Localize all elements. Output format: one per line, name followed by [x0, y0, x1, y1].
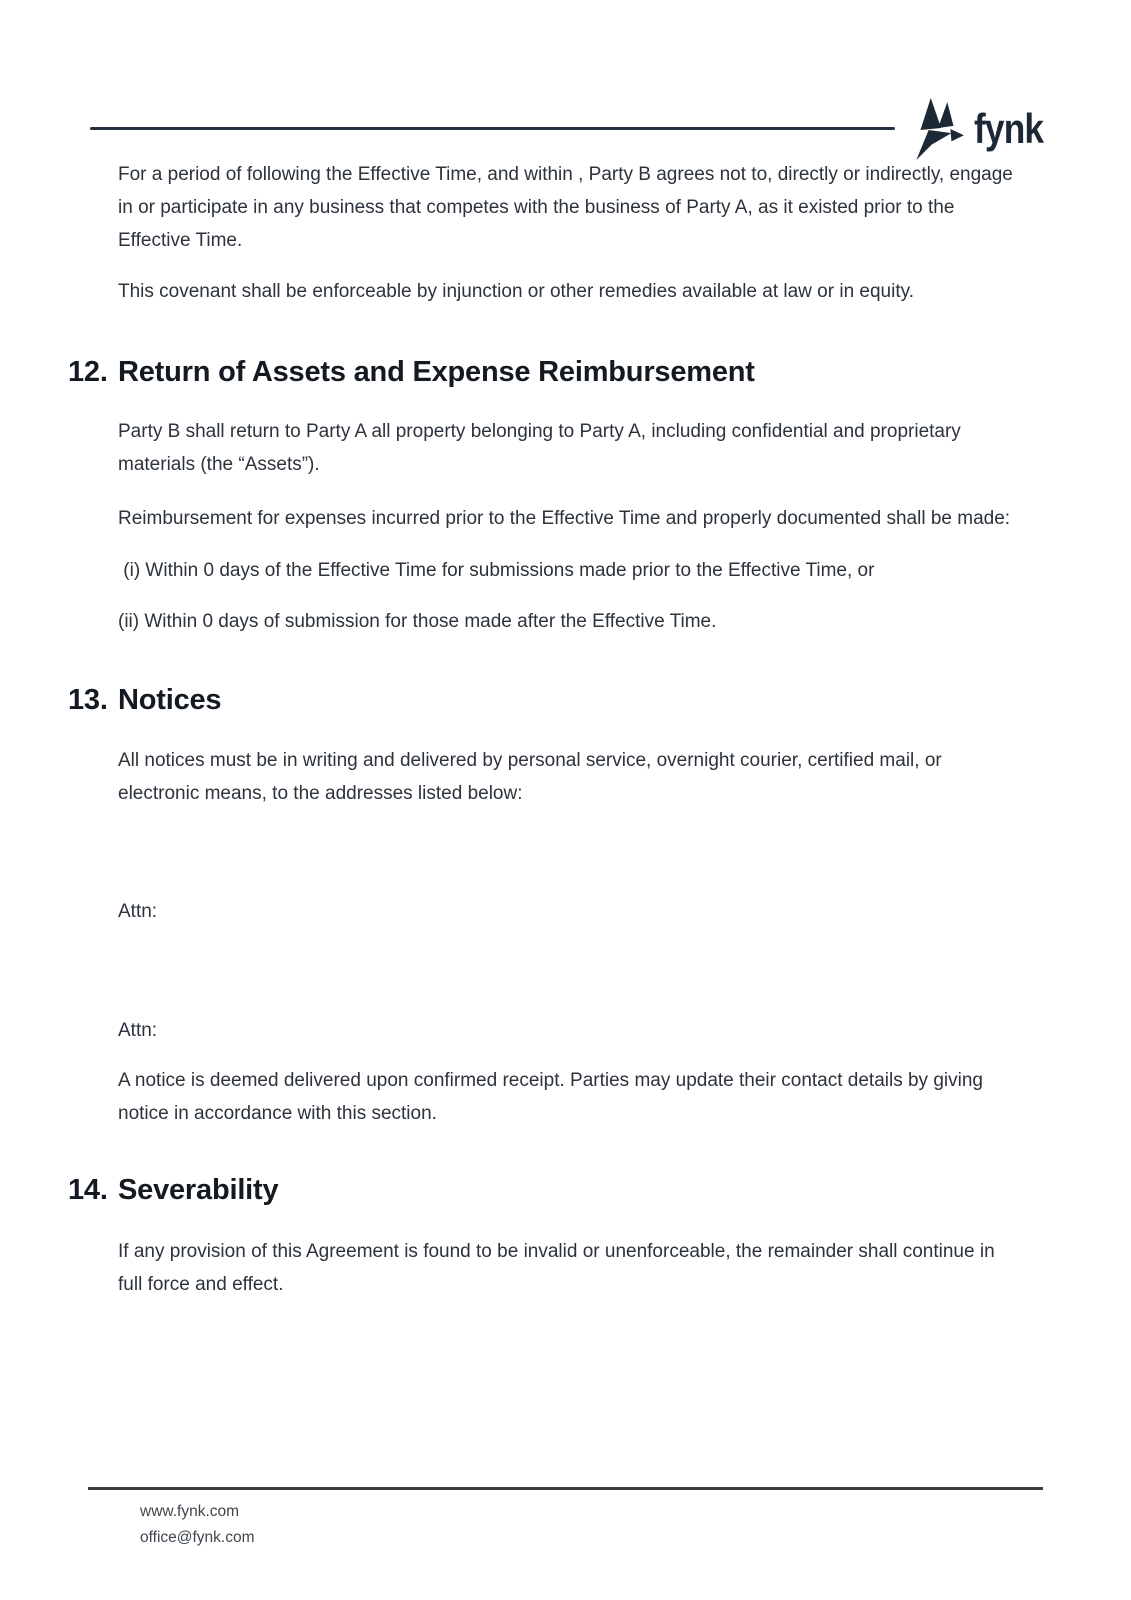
paragraph-covenant: This covenant shall be enforceable by injunction or other remedies available at law or in equity. [118, 281, 914, 302]
fynk-logo-text: fynk [974, 105, 1044, 152]
list-item-i: (i) Within 0 days of the Effective Time for submissions made prior to the Effective Time, or [118, 560, 875, 581]
header-divider [90, 127, 895, 130]
footer-email-link[interactable]: office@fynk.com [140, 1529, 255, 1546]
footer-website-link[interactable]: www.fynk.com [140, 1503, 240, 1520]
section-title: Return of Assets and Expense Reimbursement [118, 356, 755, 388]
footer [140, 1499, 255, 1551]
section-number: 12. [68, 356, 108, 388]
section-number: 14. [68, 1174, 108, 1206]
paragraph-notices: All notices must be in writing and delivered by personal service, overnight courier, certified mail, or electronic means, to the addresses listed below: [118, 750, 947, 804]
footer-divider [88, 1487, 1043, 1490]
fynk-bird-icon [912, 98, 964, 160]
paragraph-notice-delivery: A notice is deemed delivered upon confirmed receipt. Parties may update their contact details by giving notice in accordance with this section. [118, 1070, 989, 1124]
section-title: Notices [118, 684, 222, 716]
section-heading-14 [68, 1171, 1019, 1209]
paragraph-severability: If any provision of this Agreement is found to be invalid or unenforceable, the remainder shall continue in full force and effect. [118, 1241, 1000, 1295]
section-heading-12 [68, 353, 1019, 391]
paragraph-reimbursement: Reimbursement for expenses incurred prior to the Effective Time and properly documented shall be made: [118, 508, 1011, 529]
paragraph-return-of-assets: Party B shall return to Party A all property belonging to Party A, including confidential and proprietary materials (the “Assets”). [118, 421, 967, 475]
paragraph-non-compete: For a period of following the Effective Time, and within , Party B agrees not to, directly or indirectly, engage in or participate in any business that competes with the business of Party A, as it existed prior to the Effective Time. [118, 164, 1019, 251]
attn-label-1: Attn: [118, 901, 158, 922]
attn-label-2: Attn: [118, 1020, 158, 1041]
list-item-ii: (ii) Within 0 days of submission for those made after the Effective Time. [118, 611, 717, 632]
section-heading-13 [68, 681, 1019, 719]
fynk-logo [912, 98, 1056, 160]
section-number: 13. [68, 684, 108, 716]
section-title: Severability [118, 1174, 279, 1206]
